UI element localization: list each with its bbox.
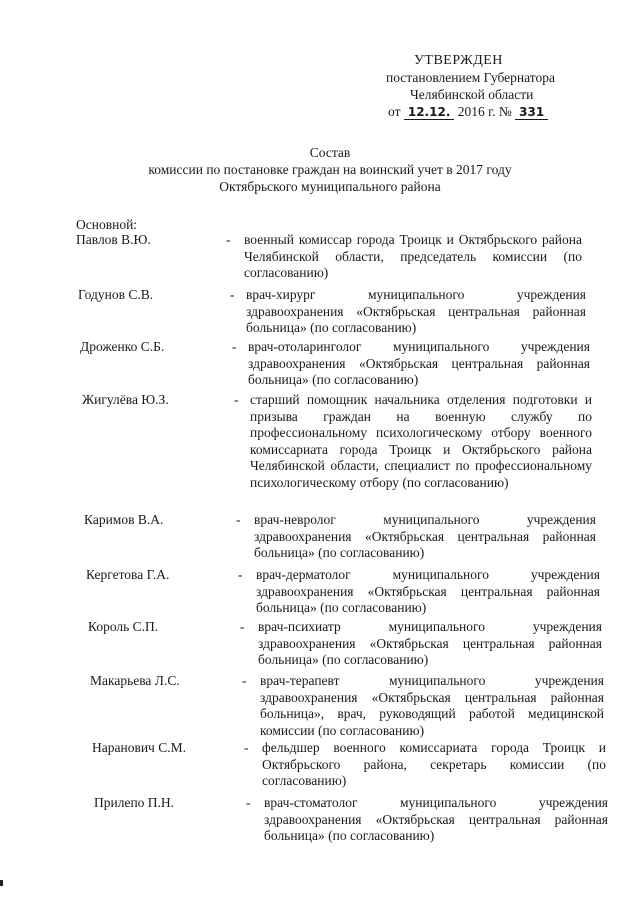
- member-description: врач-терапевт муниципального учреждения здравоохранения «Октябрьская центральная районная больница», врач, руководящий работой медицинской комиссии (по согласованию): [260, 673, 604, 738]
- member-description: старший помощник начальника отделения подготовки и призыва граждан на военную службу по профессиональному психологическому отбору военного комиссариата города Троицк и Октябрьского района Челябинской области, специалист по профессиональному психологическому отбору (по согласованию): [250, 392, 592, 490]
- scan-artifact: [0, 880, 3, 886]
- member-name: Годунов С.В.: [78, 287, 154, 302]
- section-label: Основной:: [76, 217, 138, 232]
- title-line-commission: комиссии по постановке граждан на воинский учет в 2017 году: [148, 162, 512, 177]
- member-name: Прилепо П.Н.: [94, 795, 175, 810]
- member-dash: -: [230, 287, 235, 302]
- handwritten-date: 12.12.: [404, 105, 455, 120]
- member-description: фельдшер военного комиссариата города Троицк и Октябрьского района, секретарь комиссии (по согласованию): [262, 740, 606, 789]
- member-dash: -: [226, 232, 231, 247]
- date-prefix: от: [388, 104, 401, 119]
- member-name: Павлов В.Ю.: [76, 232, 151, 247]
- member-dash: -: [240, 619, 245, 634]
- member-name: Макарьева Л.С.: [90, 673, 180, 688]
- date-suffix: 2016 г. №: [457, 104, 512, 119]
- member-dash: -: [232, 339, 237, 354]
- document-title: [100, 144, 560, 195]
- member-dash: -: [242, 673, 247, 688]
- member-name: Кергетова Г.А.: [86, 567, 170, 582]
- member-name: Дроженко С.Б.: [80, 339, 165, 354]
- approval-block: [382, 52, 622, 121]
- member-dash: -: [246, 795, 251, 810]
- member-dash: -: [234, 392, 239, 407]
- approval-line-region: Челябинской области: [410, 87, 534, 102]
- approval-date-line: [382, 103, 622, 121]
- member-description: военный комиссар города Троицк и Октябрьского района Челябинской области, председатель комиссии (по согласованию): [244, 232, 582, 281]
- member-description: врач-стоматолог муниципального учреждения здравоохранения «Октябрьская центральная районная больница» (по согласованию): [264, 795, 608, 844]
- member-dash: -: [244, 740, 249, 755]
- title-line-composition: Состав: [309, 145, 351, 160]
- approval-line-decree: постановлением Губернатора: [386, 70, 555, 85]
- member-name: Наранович С.М.: [92, 740, 186, 755]
- member-description: врач-отоларинголог муниципального учреждения здравоохранения «Октябрьская центральная районная больница» (по согласованию): [248, 339, 590, 388]
- member-name: Жигулёва Ю.З.: [82, 392, 169, 407]
- approval-heading: УТВЕРЖДЕН: [414, 53, 503, 68]
- member-description: врач-психиатр муниципального учреждения здравоохранения «Октябрьская центральная районная больница» (по согласованию): [258, 619, 602, 668]
- member-description: врач-хирург муниципального учреждения здравоохранения «Октябрьская центральная районная больница» (по согласованию): [246, 287, 586, 336]
- handwritten-number: 331: [515, 105, 548, 120]
- member-dash: -: [236, 512, 241, 527]
- member-description: врач-невролог муниципального учреждения здравоохранения «Октябрьская центральная районная больница» (по согласованию): [254, 512, 596, 561]
- member-name: Король С.П.: [88, 619, 159, 634]
- title-line-district: Октябрьского муниципального района: [219, 179, 441, 194]
- member-name: Каримов В.А.: [84, 512, 164, 527]
- member-dash: -: [238, 567, 243, 582]
- member-description: врач-дерматолог муниципального учреждения здравоохранения «Октябрьская центральная районная больница» (по согласованию): [256, 567, 600, 616]
